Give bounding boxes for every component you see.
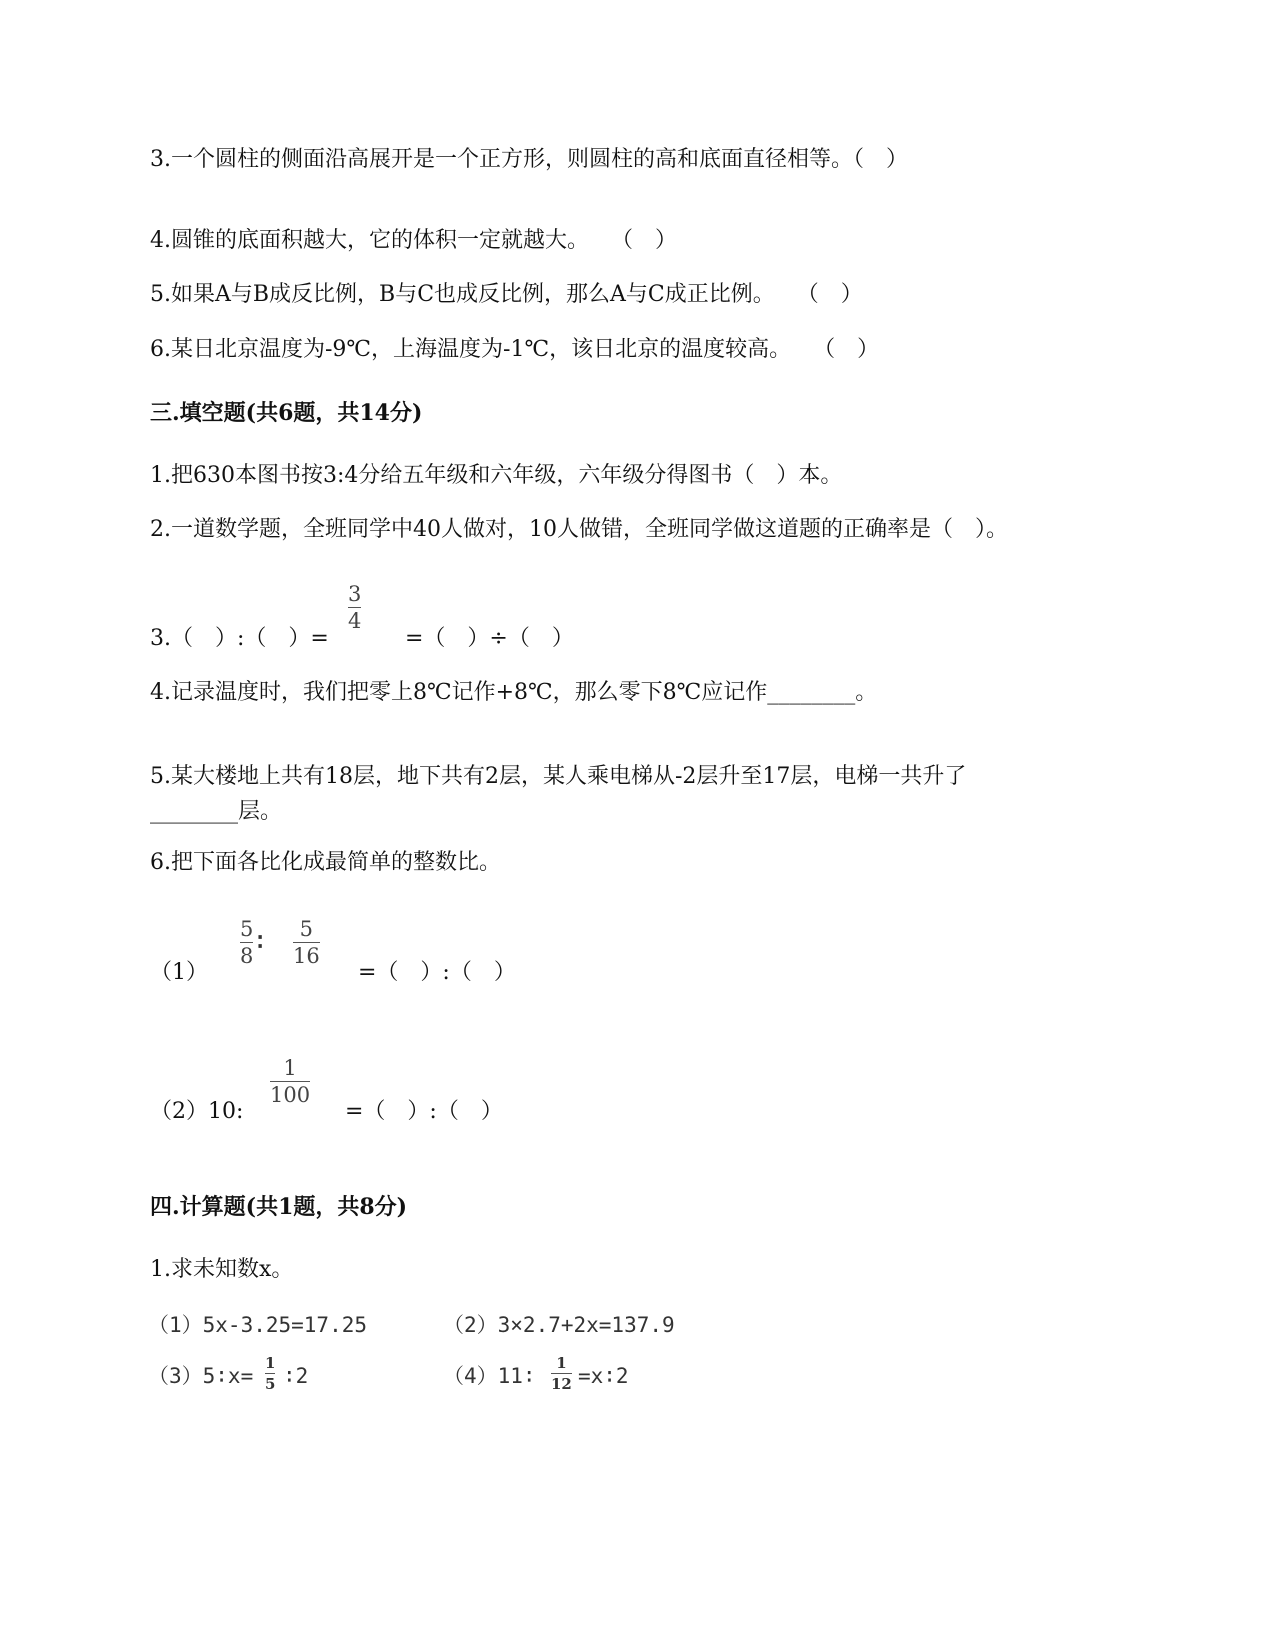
fill-question-1: 1.把630本图书按3:4分给五年级和六年级，六年级分得图书（ ）本。 bbox=[150, 463, 843, 488]
judgement-question-6: 6.某日北京温度为-9℃，上海温度为-1℃，该日北京的温度较高。 （ ） bbox=[150, 337, 880, 362]
fraction-bar bbox=[293, 942, 320, 943]
fill-question-6-1-fraction-a bbox=[240, 918, 253, 967]
fraction-denominator: 5 bbox=[265, 1375, 276, 1393]
fraction-denominator: 4 bbox=[348, 609, 362, 633]
fraction-numerator: 1 bbox=[556, 1354, 567, 1372]
fill-question-3-right: =（ ）÷（ ） bbox=[405, 626, 574, 651]
fraction-bar bbox=[348, 607, 361, 608]
fraction-bar bbox=[240, 942, 253, 943]
fraction-denominator: 100 bbox=[270, 1083, 311, 1107]
calc-equation-4-fraction bbox=[551, 1355, 572, 1392]
calc-equation-3-fraction bbox=[265, 1355, 275, 1392]
fraction-denominator: 12 bbox=[551, 1375, 572, 1393]
fraction-numerator: 3 bbox=[348, 582, 362, 606]
fraction-numerator: 1 bbox=[265, 1354, 276, 1372]
fill-question-5-line2: ________层。 bbox=[150, 799, 283, 824]
fill-question-6-1-fraction-b bbox=[293, 918, 320, 967]
fill-question-6-2-fraction bbox=[270, 1057, 310, 1106]
fraction-numerator: 5 bbox=[240, 917, 254, 941]
fraction-bar bbox=[270, 1081, 310, 1082]
judgement-question-3: 3.一个圆柱的侧面沿高展开是一个正方形，则圆柱的高和底面直径相等。（ ） bbox=[150, 147, 908, 172]
fill-question-6-1-colon: ∶ bbox=[257, 927, 264, 956]
calc-equation-4-left: （4）11∶ bbox=[443, 1364, 536, 1388]
fill-question-5-line1: 5.某大楼地上共有18层，地下共有2层，某人乘电梯从-2层升至17层，电梯一共升了 bbox=[150, 764, 967, 789]
fill-question-3-left: 3.（ ）:（ ）= bbox=[150, 626, 329, 651]
judgement-question-4: 4.圆锥的底面积越大，它的体积一定就越大。 （ ） bbox=[150, 228, 677, 253]
calc-equation-2: （2）3×2.7+2x=137.9 bbox=[443, 1313, 675, 1337]
fraction-numerator: 1 bbox=[283, 1056, 297, 1080]
fill-question-6-2-label: （2）10: bbox=[150, 1099, 244, 1124]
fraction-denominator: 16 bbox=[293, 944, 320, 968]
calc-section-heading: 四.计算题(共1题，共8分) bbox=[150, 1194, 408, 1220]
calc-equation-3-left: （3）5∶x= bbox=[148, 1364, 254, 1388]
fill-section-heading: 三.填空题(共6题，共14分) bbox=[150, 400, 423, 426]
calc-equation-1: （1）5x-3.25=17.25 bbox=[148, 1313, 368, 1337]
fill-question-3-fraction bbox=[348, 583, 361, 632]
fill-question-4: 4.记录温度时，我们把零上8℃记作+8℃，那么零下8℃应记作________。 bbox=[150, 680, 878, 705]
fill-question-6-2-result: =（ ）:（ ） bbox=[345, 1099, 503, 1124]
fill-question-6: 6.把下面各比化成最简单的整数比。 bbox=[150, 850, 501, 875]
fraction-numerator: 5 bbox=[299, 917, 314, 941]
fraction-denominator: 8 bbox=[240, 944, 254, 968]
fill-question-2: 2.一道数学题，全班同学中40人做对，10人做错，全班同学做这道题的正确率是（ ）。 bbox=[150, 517, 1008, 542]
fill-question-6-1-label: （1） bbox=[150, 960, 208, 985]
fraction-bar bbox=[265, 1373, 275, 1374]
calc-equation-3-right: ∶2 bbox=[283, 1364, 309, 1388]
fill-question-6-1-result: =（ ）:（ ） bbox=[358, 960, 516, 985]
calc-question-1: 1.求未知数x。 bbox=[150, 1257, 294, 1282]
calc-equation-4-right: =x∶2 bbox=[578, 1364, 629, 1388]
judgement-question-5: 5.如果A与B成反比例，B与C也成反比例，那么A与C成正比例。 （ ） bbox=[150, 282, 863, 307]
fraction-bar bbox=[551, 1373, 572, 1374]
